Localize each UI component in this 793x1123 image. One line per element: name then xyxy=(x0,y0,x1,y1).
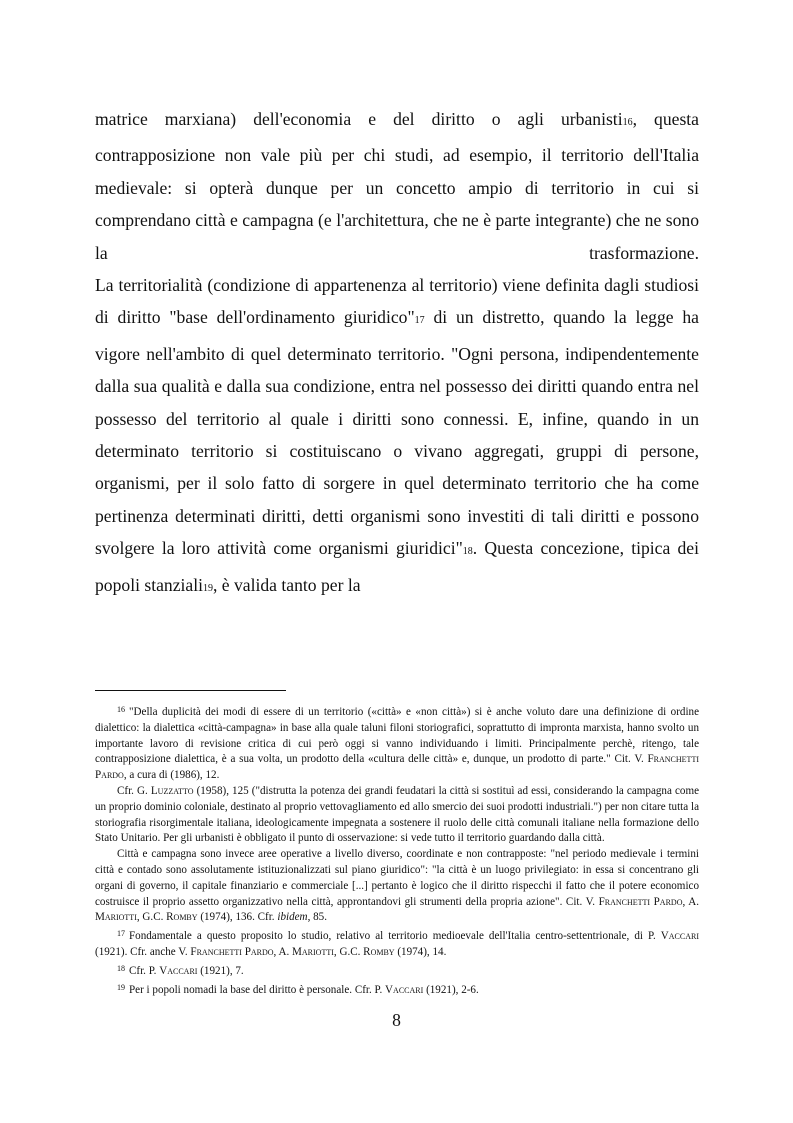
main-text xyxy=(95,103,699,605)
footnote-16-p2-pre: Cfr. G. xyxy=(117,784,151,797)
author-name: Franchetti Pardo xyxy=(190,945,274,958)
paragraph-2-text-a: La territorialità (condizione di appartenenza al territorio) viene definita dagli studiosi di diritto "base dell'ordinamento giuridico" xyxy=(95,275,699,328)
footnote-16-p2-text: (1958), 125 ("distrutta la potenza dei grandi feudatari la città si sostituì ad essi, considerando la campagna come un proprio dominio coloniale, destinato al proprio vettovagliamento ed allo smercio dei suoi prodotti industriali.") per non citare tutta la storiografia risorgimentale italiana, ideologicamente impegnata a sostenere il ruolo delle città comunali italiane nella formazione dello Stato Unitario. Per gli urbanisti è obbligato il punto di osservazione: si vede tutto il territorio guardando dalla città. xyxy=(95,784,700,845)
ibidem: ibidem xyxy=(277,911,308,924)
footnote-19 xyxy=(95,980,699,999)
footnote-number-16: 16 xyxy=(117,705,125,714)
paragraph-1-text-b: , questa contrapposizione non vale più per chi studi, ad esempio, il territorio dell'Italia medievale: si opterà dunque per un concetto ampio di territorio in cui si comprendano città e campagna (e l'architettura, che ne è parte integrante) che ne sono la trasformazione. xyxy=(95,109,699,263)
author-name: Vaccari xyxy=(660,930,699,943)
footnote-18-pre: Cfr. P. xyxy=(129,964,160,977)
paragraph-2 xyxy=(95,269,699,605)
footnote-17-end: (1974), 14. xyxy=(394,945,447,958)
footnote-separator xyxy=(95,690,286,691)
footnote-number-19: 19 xyxy=(117,982,125,992)
footnote-ref-19[interactable]: 19 xyxy=(203,582,213,594)
footnote-18-end: (1921), 7. xyxy=(197,964,244,977)
footnote-17 xyxy=(95,926,699,961)
author-name: Mariotti xyxy=(292,945,334,958)
footnote-18 xyxy=(95,961,699,980)
footnote-number-18: 18 xyxy=(117,963,125,973)
author-name: Luzzatto xyxy=(150,784,194,797)
footnote-ref-16[interactable]: 16 xyxy=(622,117,633,128)
paragraph-2-text-b: di un distretto, quando la legge ha vigore nell'ambito di quel determinato territorio. "Ogni persona, indipendentemente dalla sua qualità e dalla sua condizione, entra nel possesso dei diritti quando entra nel possesso del territorio al quale i diritti sono connessi. E, infine, quando in un determinato territorio si costituiscano o vivano aggregati, gruppi di persone, organismi, per il solo fatto di sorgere in quel determinato territorio che ha come pertinenza determinati diritti, detti organismi sono investiti di tali diritti e possono svolgere la loro attività come organismi giuridici" xyxy=(95,307,699,559)
page-number: 8 xyxy=(392,1010,401,1030)
author-name: Mariotti xyxy=(95,911,137,924)
author-name: Vaccari xyxy=(385,983,424,996)
separator: , A. xyxy=(682,895,699,908)
paragraph-1 xyxy=(95,103,699,269)
footnote-ref-17[interactable]: 17 xyxy=(414,315,425,327)
footnote-16 xyxy=(95,702,699,784)
author-name: Romby xyxy=(363,945,395,958)
footnote-19-pre: Per i popoli nomadi la base del diritto è personale. Cfr. P. xyxy=(129,983,386,996)
footnote-16-p3-text: Città e campagna sono invece aree operative a livello diverso, coordinate e non contrapposte: "nel periodo medievale i termini città e contado sono assolutamente istituzionalizzati sul piano giuridico": "la città è un luogo privilegiato: in essa si concentrano gli organi di governo, il capitale finanziario e commerciale [...] pertanto è logico che il diritto rispecchi il fatto che il potere economico costruisce il proprio assetto organizzativo nella città, approntandovi gli strumenti della propria azione". Cit. V. xyxy=(95,848,699,908)
footnote-ref-18[interactable]: 18 xyxy=(462,546,473,558)
author-name: Romby xyxy=(166,911,198,924)
author-name: Vaccari xyxy=(159,964,198,977)
footnote-number-17: 17 xyxy=(117,929,125,939)
footnote-17-text: Fondamentale a questo proposito lo studio, relativo al territorio medioevale dell'Italia centro-settentrionale, di P. xyxy=(129,930,661,943)
footnotes xyxy=(95,702,699,998)
footnote-16-text: "Della duplicità dei modi di essere di un territorio («città» e «non città») si è anche voluto dare una definizione di ordine dialettico: la dialettica «città-campagna» in base alla quale taluni filoni storiografici, soprattutto di impronta marxista, hanno svolto un importante lavoro di revisione critica di cui però oggi si vanno individuando i limiti. Principalmente perchè, ritengo, tale contrapposizione dialettica, è a sua volta, un prodotto della «cultura delle città» e, dunque, un prodotto di parte." Cit. V. xyxy=(95,706,699,766)
footnote-16-citation: , a cura di (1986), 12. xyxy=(123,769,220,782)
footnote-16-para-3 xyxy=(95,847,699,926)
footnote-17-mid: (1921). Cfr. anche V. xyxy=(95,945,191,958)
footnote-16-p3-mid: (1974), 136. Cfr. xyxy=(197,911,278,924)
paragraph-2-text-c: . Questa concezione, tipica dei popoli stanziali xyxy=(95,538,699,595)
footnote-16-p3-end: , 85. xyxy=(307,911,327,924)
footnote-19-end: (1921), 2-6. xyxy=(423,983,479,996)
separator: , G.C. xyxy=(333,945,364,958)
author-name: Franchetti Pardo xyxy=(95,753,699,782)
footnote-16-para-2 xyxy=(95,784,699,847)
separator: , G.C. xyxy=(136,911,167,924)
author-name: Franchetti Pardo xyxy=(598,895,683,908)
separator: , A. xyxy=(273,945,293,958)
paragraph-2-text-d: , è valida tanto per la xyxy=(213,574,361,595)
paragraph-1-text-a: matrice marxiana) dell'economia e del diritto o agli urbanisti xyxy=(95,109,623,129)
